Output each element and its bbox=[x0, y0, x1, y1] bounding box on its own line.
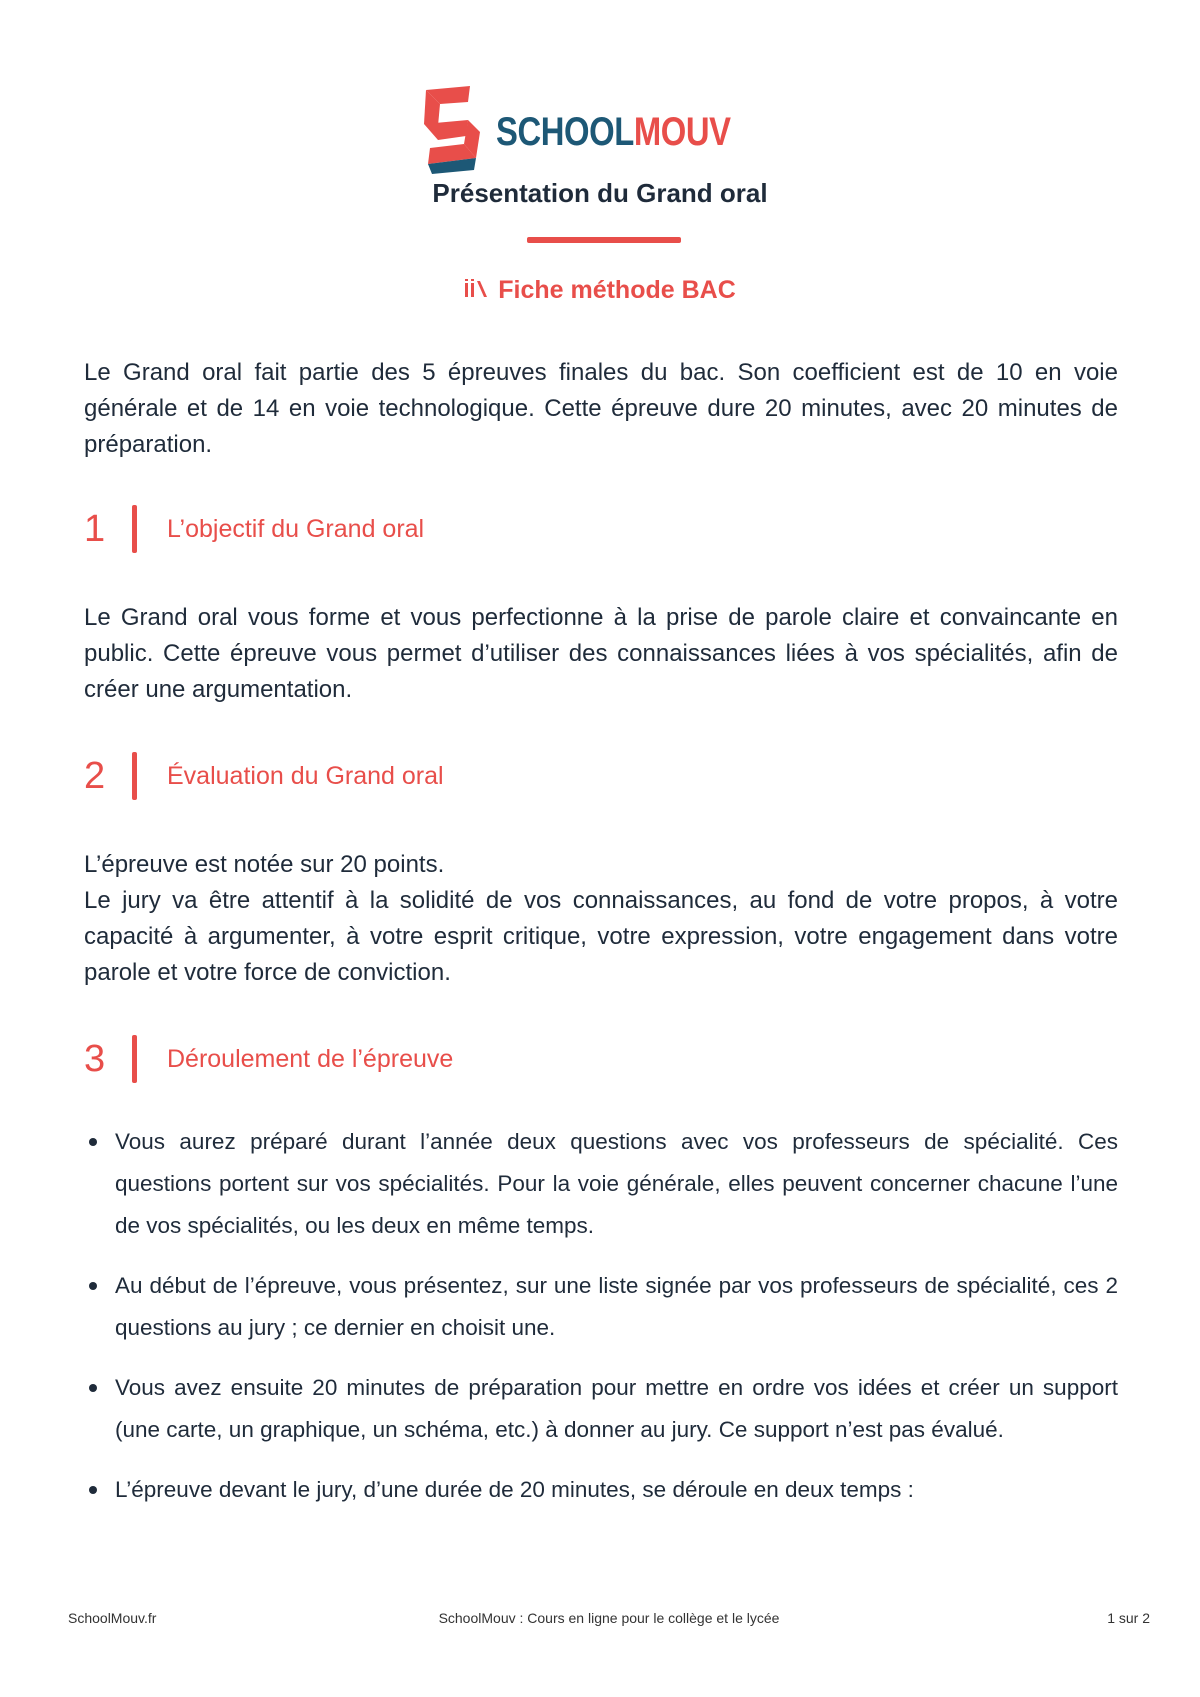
bullet-icon bbox=[89, 1282, 97, 1290]
list-item: L’épreuve devant le jury, d’une durée de 20 minutes, se déroule en deux temps : bbox=[84, 1469, 1118, 1511]
schoolmouv-logo bbox=[0, 84, 1200, 174]
section-heading: Évaluation du Grand oral bbox=[167, 761, 444, 790]
footer-site-link[interactable]: SchoolMouv.fr bbox=[68, 1610, 157, 1626]
footer-page-number: 1 sur 2 bbox=[1107, 1610, 1150, 1626]
section-number: 3 bbox=[84, 1037, 106, 1080]
section-divider bbox=[132, 505, 137, 553]
section-1-paragraph: Le Grand oral vous forme et vous perfectionne à la prise de parole claire et convaincante en public. Cette épreuve vous permet d’utiliser des connaissances liées à vos spécialités, afin de créer une argumentation. bbox=[84, 604, 1118, 703]
page-title: Présentation du Grand oral bbox=[432, 178, 768, 208]
subtitle bbox=[0, 276, 1200, 305]
section-2-paragraph: L’épreuve est notée sur 20 points. bbox=[84, 851, 445, 878]
title-divider bbox=[527, 237, 681, 243]
section-2-header bbox=[84, 750, 444, 802]
bullet-icon bbox=[89, 1384, 97, 1392]
section-divider bbox=[132, 1035, 137, 1083]
section-1-header bbox=[84, 503, 424, 555]
bullet-icon bbox=[89, 1486, 97, 1494]
subtitle-text: Fiche méthode BAC bbox=[498, 276, 736, 304]
bar-chart-icon bbox=[464, 277, 488, 303]
list-item: Vous avez ensuite 20 minutes de préparation pour mettre en ordre vos idées et créer un support (une carte, un graphique, un schéma, etc.) à donner au jury. Ce support n’est pas évalué. bbox=[84, 1367, 1118, 1451]
section-heading: Déroulement de l’épreuve bbox=[167, 1044, 454, 1073]
list-item: Vous aurez préparé durant l’année deux questions avec vos professeurs de spécialité. Ces questions portent sur vos spécialités. Pour la voie générale, elles peuvent concerner chacune l’une de vos spécialités, ou les deux en même temps. bbox=[84, 1121, 1118, 1247]
intro-paragraph: Le Grand oral fait partie des 5 épreuves finales du bac. Son coefficient est de 10 en voie générale et de 14 en voie technologique. Cette épreuve dure 20 minutes, avec 20 minutes de préparation. bbox=[84, 359, 1118, 458]
section-number: 1 bbox=[84, 507, 106, 550]
list-item: Au début de l’épreuve, vous présentez, sur une liste signée par vos professeurs de spécialité, ces 2 questions au jury ; ce dernier en choisit une. bbox=[84, 1265, 1118, 1349]
section-heading: L’objectif du Grand oral bbox=[167, 514, 425, 543]
section-3-header bbox=[84, 1033, 453, 1085]
brand-wordmark: SCHOOLMOUV bbox=[495, 109, 731, 154]
procedure-list bbox=[84, 1121, 1118, 1529]
schoolmouv-s-logo-icon bbox=[418, 84, 488, 174]
bullet-icon bbox=[89, 1138, 97, 1146]
footer-tagline: SchoolMouv : Cours en ligne pour le collège et le lycée bbox=[438, 1610, 780, 1626]
page-footer bbox=[68, 1610, 1150, 1630]
section-divider bbox=[132, 752, 137, 800]
section-2-paragraph: Le jury va être attentif à la solidité de vos connaissances, au fond de votre propos, à votre capacité à argumenter, à votre esprit critique, votre expression, votre engagement dans votre parole et votre force de conviction. bbox=[84, 887, 1118, 986]
section-number: 2 bbox=[84, 754, 106, 797]
